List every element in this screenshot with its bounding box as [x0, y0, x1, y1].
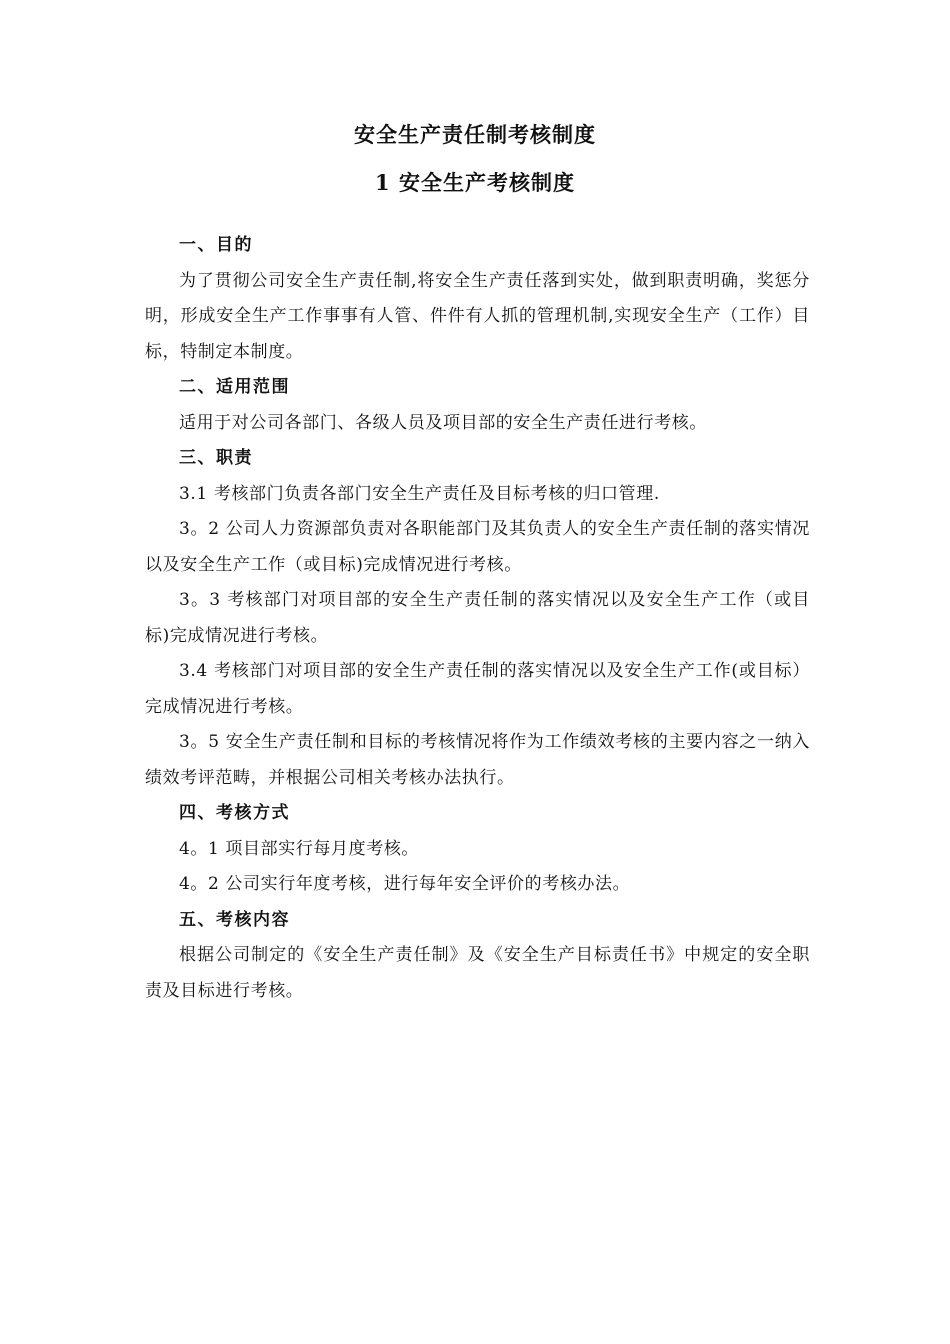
paragraph-purpose: 为了贯彻公司安全生产责任制,将安全生产责任落到实处，做到职责明确，奖惩分明，形成安全生产工作事事有人管、件件有人抓的管理机制,实现安全生产（工作）目标，特制定本制度。 — [145, 270, 810, 362]
section-heading-purpose: 一、目的 — [179, 235, 253, 255]
paragraph-content: 根据公司制定的《安全生产责任制》及《安全生产目标责任书》中规定的安全职责及目标进行考核。 — [145, 945, 810, 1001]
section-heading-responsibilities: 三、职责 — [179, 448, 253, 468]
paragraph-scope: 适用于对公司各部门、各级人员及项目部的安全生产责任进行考核。 — [179, 412, 707, 433]
section-heading-method: 四、考核方式 — [179, 803, 290, 823]
paragraph-3-3: 3。3 考核部门对项目部的安全生产责任制的落实情况以及安全生产工作（或目标)完成情况进行考核。 — [145, 590, 810, 646]
paragraph-3-4: 3.4 考核部门对项目部的安全生产责任制的落实情况以及安全生产工作(或目标）完成情况进行考核。 — [145, 661, 810, 717]
paragraph-3-2: 3。2 公司人力资源部负责对各职能部门及其负责人的安全生产责任制的落实情况以及安全生产工作（或目标)完成情况进行考核。 — [145, 519, 810, 575]
paragraph-3-1: 3.1 考核部门负责各部门安全生产责任及目标考核的归口管理. — [179, 483, 660, 504]
section-heading-content: 五、考核内容 — [179, 909, 290, 930]
document-subtitle: 1 安全生产考核制度 — [375, 170, 575, 195]
paragraph-4-1: 4。1 项目部实行每月度考核。 — [179, 838, 420, 859]
document-body — [145, 228, 810, 1009]
section-heading-scope: 二、适用范围 — [179, 377, 290, 397]
paragraph-4-2: 4。2 公司实行年度考核，进行每年安全评价的考核办法。 — [179, 874, 631, 894]
document-title: 安全生产责任制考核制度 — [354, 122, 596, 147]
paragraph-3-5: 3。5 安全生产责任制和目标的考核情况将作为工作绩效考核的主要内容之一纳入绩效考评范畴，并根据公司相关考核办法执行。 — [145, 732, 810, 788]
